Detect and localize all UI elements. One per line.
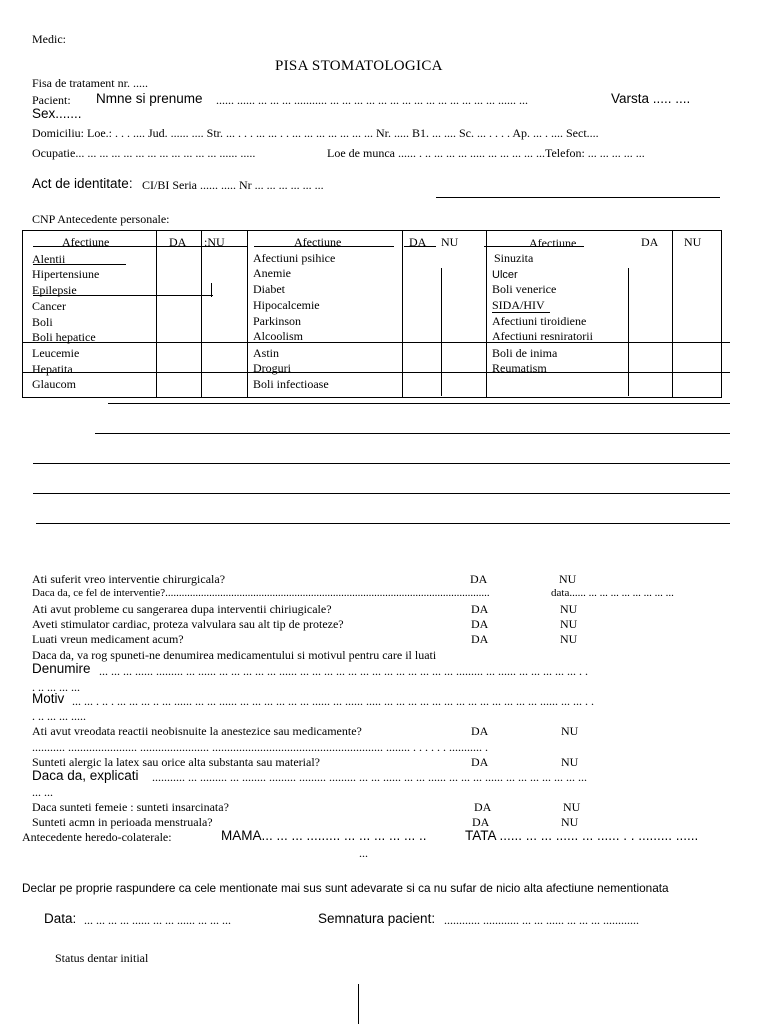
- pregnant-nu-option[interactable]: NU: [563, 800, 581, 814]
- table-rule: [22, 372, 730, 373]
- affection-item: Reumatism: [492, 361, 547, 375]
- pacemaker-da-option[interactable]: DA: [471, 617, 489, 631]
- ocupatie-field[interactable]: Ocupatie... ... ... ... ... ... ... ... ... ... ... ... ...... .....: [32, 146, 256, 160]
- latex-da-option[interactable]: DA: [471, 755, 489, 769]
- antecedente-label: Antecedente heredo-colaterale:: [22, 830, 172, 844]
- motiv-field[interactable]: ... ... . .. . ... ... ... .. ... ...... ... ... ...... ... ... ... ... ... ... ...... ... ...... ..... ... ... ... ... ... ... ... ... ... ... ... ... ... ...... ... ... . .: [72, 694, 594, 708]
- data-label: Data:: [44, 911, 77, 926]
- varsta-field[interactable]: Varsta ..... ....: [611, 91, 691, 106]
- semnatura-label: Semnatura pacient:: [318, 911, 436, 926]
- cnp-label: CNP Antecedente personale:: [32, 212, 170, 226]
- col1-header: Afectiune: [62, 235, 110, 249]
- table-divider: [441, 268, 442, 396]
- domiciliu-field[interactable]: Domiciliu: Loe.: . . . .... Jud. ...... .... Str. ... . . . ... ... . . ... ... ... ... ... ... ... Nr. ..... B1. ... .... Sc. ... . . . . Ap. ... . .... Sect....: [32, 126, 599, 140]
- medication-instructions: Daca da, va rog spuneti-ne denumirea medicamentului si motivul pentru care il luati: [32, 648, 437, 662]
- affection-item: Droguri: [253, 361, 291, 375]
- pregnant-da-option[interactable]: DA: [474, 800, 492, 814]
- latex-nu-option[interactable]: NU: [561, 755, 579, 769]
- question-surgery: Ati suferit vreo interventie chirurgicala?: [32, 572, 226, 586]
- table-rule: [492, 312, 550, 313]
- antecedente-cont[interactable]: ...: [359, 846, 368, 860]
- question-bleeding: Ati avut probleme cu sangerarea dupa interventii chiriugicale?: [32, 602, 332, 616]
- col3-nu-header: NU: [684, 235, 702, 249]
- col3-header: Afectiune: [529, 236, 577, 250]
- pacient-name-label: Nmne si prenume: [96, 91, 203, 106]
- signature-line: [436, 197, 720, 198]
- affection-item: Glaucom: [32, 377, 76, 391]
- explicati-label: Daca da, explicati: [32, 768, 139, 783]
- denumire-field-cont[interactable]: . .. ... ... ...: [32, 680, 80, 694]
- pacient-name-field[interactable]: ...... ...... ... ... ... ........... ... ... ... ... ... ... ... ... ... ... ... ... ... ... ...... ...: [216, 93, 528, 107]
- affection-item: Hepatita: [32, 362, 73, 376]
- affection-item: Hipertensiune: [32, 267, 100, 281]
- data-field[interactable]: ... ... ... ... ...... ... ... ...... ... ... ...: [84, 913, 231, 927]
- affection-item: Astin: [253, 346, 280, 360]
- col3-da-header: DA: [641, 235, 659, 249]
- col2-da-header: DA: [409, 235, 427, 249]
- motiv-field-cont[interactable]: . .. ... ... .....: [32, 709, 86, 723]
- col1-da-header: DA: [169, 235, 187, 249]
- mama-field[interactable]: MAMA... ... ... ......... ... ... ... ... ... ..: [221, 828, 427, 843]
- question-reactions: Ati avut vreodata reactii neobisnuite la anestezice sau medicamente?: [32, 724, 362, 738]
- affection-item: Anemie: [253, 266, 291, 280]
- affection-item: Afectiuni resniratorii: [492, 329, 593, 343]
- affection-item: Boli hepatice: [32, 330, 96, 344]
- tata-field[interactable]: TATA ...... ... ... ...... ... ...... . . ......... ......: [465, 828, 699, 843]
- affection-item: Alentii: [32, 252, 66, 266]
- semnatura-field[interactable]: ............ ............ ... ... ...... ... ... ... ............: [444, 913, 639, 927]
- menstrual-da-option[interactable]: DA: [472, 815, 490, 829]
- affection-item: Ulcer: [492, 269, 518, 281]
- declaration-text: Declar pe proprie raspundere ca cele mentionate mai sus sunt adevarate si ca nu sufar de nicio alta afectiune nementionata: [22, 881, 669, 895]
- writing-line[interactable]: [33, 493, 730, 494]
- col1-nu-header: :NU: [204, 235, 225, 249]
- surgery-type-field[interactable]: Daca da, ce fel de interventie?......................................................................................................................: [32, 587, 490, 599]
- affection-item: Diabet: [253, 282, 285, 296]
- affection-item: Leucemie: [32, 346, 80, 360]
- writing-line[interactable]: [33, 463, 730, 464]
- reactions-field[interactable]: ........... ....................... ....................... ......................................................... ........ . . . . . . ........... .: [32, 740, 488, 754]
- pacient-label: Pacient:: [32, 93, 71, 107]
- reactions-da-option[interactable]: DA: [471, 724, 489, 738]
- affection-item: Alcoolism: [253, 329, 303, 343]
- explicati-field-cont[interactable]: ... ...: [32, 785, 53, 799]
- page-title: PISA STOMATOLOGICA: [275, 58, 443, 74]
- question-pacemaker: Aveti stimulator cardiac, proteza valvulara sau alt tip de proteze?: [32, 617, 344, 631]
- affection-item: Afectiuni tiroidiene: [492, 314, 587, 328]
- table-divider: [628, 268, 629, 396]
- affection-item: Cancer: [32, 299, 66, 313]
- affection-item: Afectiuni psihice: [253, 251, 336, 265]
- act-identitate-label: Act de identitate:: [32, 176, 133, 191]
- dental-chart-divider: [358, 984, 359, 1024]
- status-dentar-label: Status dentar initial: [55, 951, 149, 965]
- fisa-tratament[interactable]: Fisa de tratament nr. .....: [32, 76, 148, 90]
- question-medication: Luati vreun medicament acum?: [32, 632, 184, 646]
- question-menstrual: Sunteti acmn in perioada menstruala?: [32, 815, 213, 829]
- bleeding-da-option[interactable]: DA: [471, 602, 489, 616]
- medic-label: Medic:: [32, 32, 66, 46]
- writing-line[interactable]: [95, 433, 730, 434]
- denumire-label: Denumire: [32, 661, 91, 676]
- menstrual-nu-option[interactable]: NU: [561, 815, 579, 829]
- reactions-nu-option[interactable]: NU: [561, 724, 579, 738]
- surgery-da-option[interactable]: DA: [470, 572, 488, 586]
- sex-field[interactable]: Sex.......: [32, 106, 82, 121]
- surgery-nu-option[interactable]: NU: [559, 572, 577, 586]
- writing-line[interactable]: [36, 523, 730, 524]
- affection-item: Boli de inima: [492, 346, 558, 360]
- affection-item: Boli venerice: [492, 282, 557, 296]
- affection-item: Boli: [32, 315, 53, 329]
- surgery-date-field[interactable]: data...... ... ... ... ... ... ... ... ...: [551, 587, 674, 599]
- affection-item: SIDA/HIV: [492, 298, 545, 312]
- question-latex: Sunteti alergic la latex sau orice alta substanta sau material?: [32, 755, 320, 769]
- affection-item: Epilepsie: [32, 283, 77, 297]
- denumire-field[interactable]: ... ... ... ...... ......... ... ...... ... ... ... ... ... ...... ... ... ... ... ... ... ... ... ... ... ... ... ... ......... ... ...... ... ... ... ... ... . .: [99, 664, 588, 678]
- medication-da-option[interactable]: DA: [471, 632, 489, 646]
- col2-header: Afectiune: [294, 235, 342, 249]
- pacemaker-nu-option[interactable]: NU: [560, 617, 578, 631]
- affection-item: Sinuzita: [494, 251, 534, 265]
- loc-munca-field[interactable]: Loe de munca ...... . .. ... ... ... ..... ... ... ... ... ...Telefon: ... ... ... ... ...: [327, 146, 645, 160]
- affection-item: Parkinson: [253, 314, 301, 328]
- motiv-label: Motiv: [32, 691, 65, 706]
- affection-item: Hipocalcemie: [253, 298, 320, 312]
- act-identitate-field[interactable]: CI/BI Seria ...... ..... Nr ... ... ... ... ... ...: [142, 178, 324, 192]
- writing-line[interactable]: [108, 403, 730, 404]
- explicati-field[interactable]: ........... ... ......... ... ........ ......... ......... ......... ... ... ...... ... ... ...... ... ... ... ...... ... ... ... ... ... ... ...: [152, 770, 587, 784]
- bleeding-nu-option[interactable]: NU: [560, 602, 578, 616]
- affection-item: Boli infectioase: [253, 377, 329, 391]
- table-rule: [22, 342, 730, 343]
- col2-nu-header: NU: [441, 235, 459, 249]
- question-pregnant: Daca sunteti femeie : sunteti insarcinata?: [32, 800, 229, 814]
- medication-nu-option[interactable]: NU: [560, 632, 578, 646]
